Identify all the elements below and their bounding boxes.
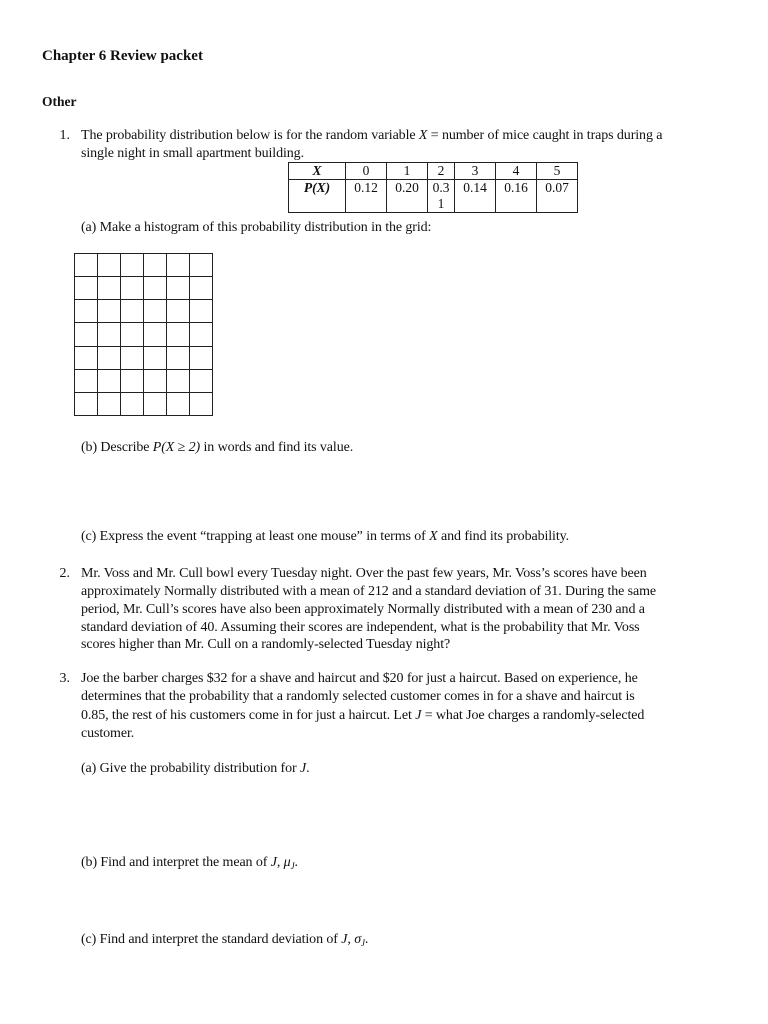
probability-distribution-table (288, 162, 578, 213)
table-header-x: X (289, 163, 346, 180)
q1-text-line2: single night in small apartment building. (81, 146, 304, 161)
histogram-grid[interactable] (74, 253, 213, 416)
table-cell-x: 4 (496, 163, 537, 180)
table-cell-p: 0.16 (496, 180, 537, 213)
q3-number: 3. (59, 671, 70, 686)
q3-text-line: 0.85, the rest of his customers come in for just a haircut. Let J = what Joe charges a randomly-selected (81, 708, 645, 723)
table-cell-x: 0 (346, 163, 387, 180)
probability-expression: P(X ≥ 2) (152, 440, 201, 455)
table-cell-p: 0.14 (455, 180, 496, 213)
table-cell-p: 0.12 (346, 180, 387, 213)
table-header-p: P(X) (289, 180, 346, 213)
table-row-x (289, 163, 578, 180)
table-cell-p: 0.3 1 (428, 180, 455, 213)
q3-text-line: determines that the probability that a randomly selected customer comes in for a shave and haircut is (81, 689, 635, 704)
q3-part-a: (a) Give the probability distribution for J. (81, 761, 310, 776)
sigma-symbol: σ (354, 932, 361, 947)
table-cell-p: 0.07 (537, 180, 578, 213)
q2-text-line: standard deviation of 40. Assuming their scores are independent, what is the probability that Mr. Voss (81, 620, 640, 635)
q2-text-line: period, Mr. Cull’s scores have also been approximately Normally distributed with a mean of 230 and a (81, 602, 645, 617)
table-row-p (289, 180, 578, 213)
q3-text-line: customer. (81, 726, 135, 741)
section-heading: Other (42, 94, 77, 109)
q1-part-b: (b) Describe P(X ≥ 2) in words and find its value. (81, 440, 354, 455)
table-cell-x: 3 (455, 163, 496, 180)
q1-text-line1: The probability distribution below is for the random variable X = number of mice caught in traps during a (81, 128, 663, 143)
q3-part-c: (c) Find and interpret the standard deviation of J, $\sigma_J$. (81, 932, 369, 948)
q1-part-a: (a) Make a histogram of this probability distribution in the grid: (81, 220, 432, 235)
q2-text-line: approximately Normally distributed with a mean of 212 and a standard deviation of 31. During the same (81, 584, 657, 599)
q2-text-line: Mr. Voss and Mr. Cull bowl every Tuesday night. Over the past few years, Mr. Voss’s scores have been (81, 566, 647, 581)
table-cell-x: 5 (537, 163, 578, 180)
table-cell-x: 1 (387, 163, 428, 180)
q3-part-b: (b) Find and interpret the mean of J, $\mu_J$. (81, 855, 298, 871)
q3-text-line: Joe the barber charges $32 for a shave and haircut and $20 for just a haircut. Based on experience, he (81, 671, 638, 686)
q2-number: 2. (59, 566, 70, 581)
page-title: Chapter 6 Review packet (42, 48, 203, 64)
table-cell-p: 0.20 (387, 180, 428, 213)
mu-symbol: μ (283, 855, 291, 870)
q2-text-line: scores higher than Mr. Cull on a randomly-selected Tuesday night? (81, 637, 451, 652)
q1-number: 1. (59, 128, 70, 143)
q1-part-c: (c) Express the event “trapping at least one mouse” in terms of X and find its probability. (81, 529, 570, 544)
table-cell-x: 2 (428, 163, 455, 180)
